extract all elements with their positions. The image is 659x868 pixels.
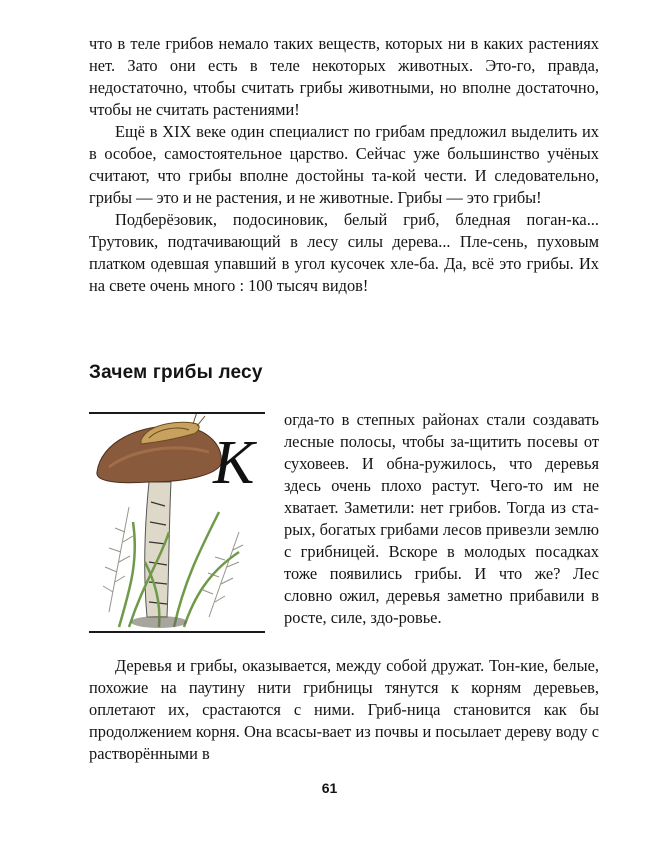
paragraph-3: Подберёзовик, подосиновик, белый гриб, бледная поган-ка... Трутовик, подтачивающий в лесу силы дерева... Пле-сень, пуховым платком одевшая упавший в угол кусочек хле-ба. Да, всё это грибы. Их на свете очень много : 100 тысяч видов! <box>89 210 599 295</box>
fern-sprigs <box>103 507 243 617</box>
top-text-block <box>89 33 599 297</box>
page-number: 61 <box>321 780 338 796</box>
wrapped-paragraph: огда-то в степных районах стали создавать лесные полосы, чтобы за-щитить посевы от суховеев. И обна-ружилось, что деревья здесь очень плохо растут. Чего-то им не хватает. Заметили: нет грибов. Тогда из ста-рых, богатых грибами лесов привезли землю с грибницей. Вскоре в молодых посадках тоже появились грибы. И что же? Лес словно ожил, деревья заметно прибавили в росте, силе, здо-ровье. <box>284 410 599 627</box>
paragraph-2: Ещё в XIX веке один специалист по грибам предложил выделить их в особое, самостоятельное царство. Сейчас уже большинство учёных считают, что грибы вполне достойны та-кой чести. И следовательно, грибы — это и не растения, и не животные. Грибы — это грибы! <box>89 122 599 207</box>
paragraph-4: Деревья и грибы, оказывается, между собой дружат. Тон-кие, белые, похожие на паутину нити грибницы тянутся к корням деревьев, оплетают их, срастаются с ними. Гриб-ница становится как бы продолжением корня. Она всасы-вает из почвы и посылает дереву воду с растворёнными в <box>89 656 599 763</box>
grass-blades <box>119 512 239 627</box>
drop-cap: К <box>213 429 255 497</box>
paragraph-1: что в теле грибов немало таких веществ, которых ни в каких растениях нет. Зато они есть в теле некоторых животных. Это-го, правда, недостаточно, чтобы считать грибы животными, но вполне достаточно, чтобы не считать растениями! <box>89 34 599 119</box>
bottom-text-block <box>89 655 599 765</box>
bottom-rule <box>89 631 265 633</box>
section-heading: Зачем грибы лесу <box>89 362 263 383</box>
wrapped-text-block <box>284 409 599 629</box>
mushroom-illustration <box>89 412 265 637</box>
top-rule <box>89 412 265 414</box>
